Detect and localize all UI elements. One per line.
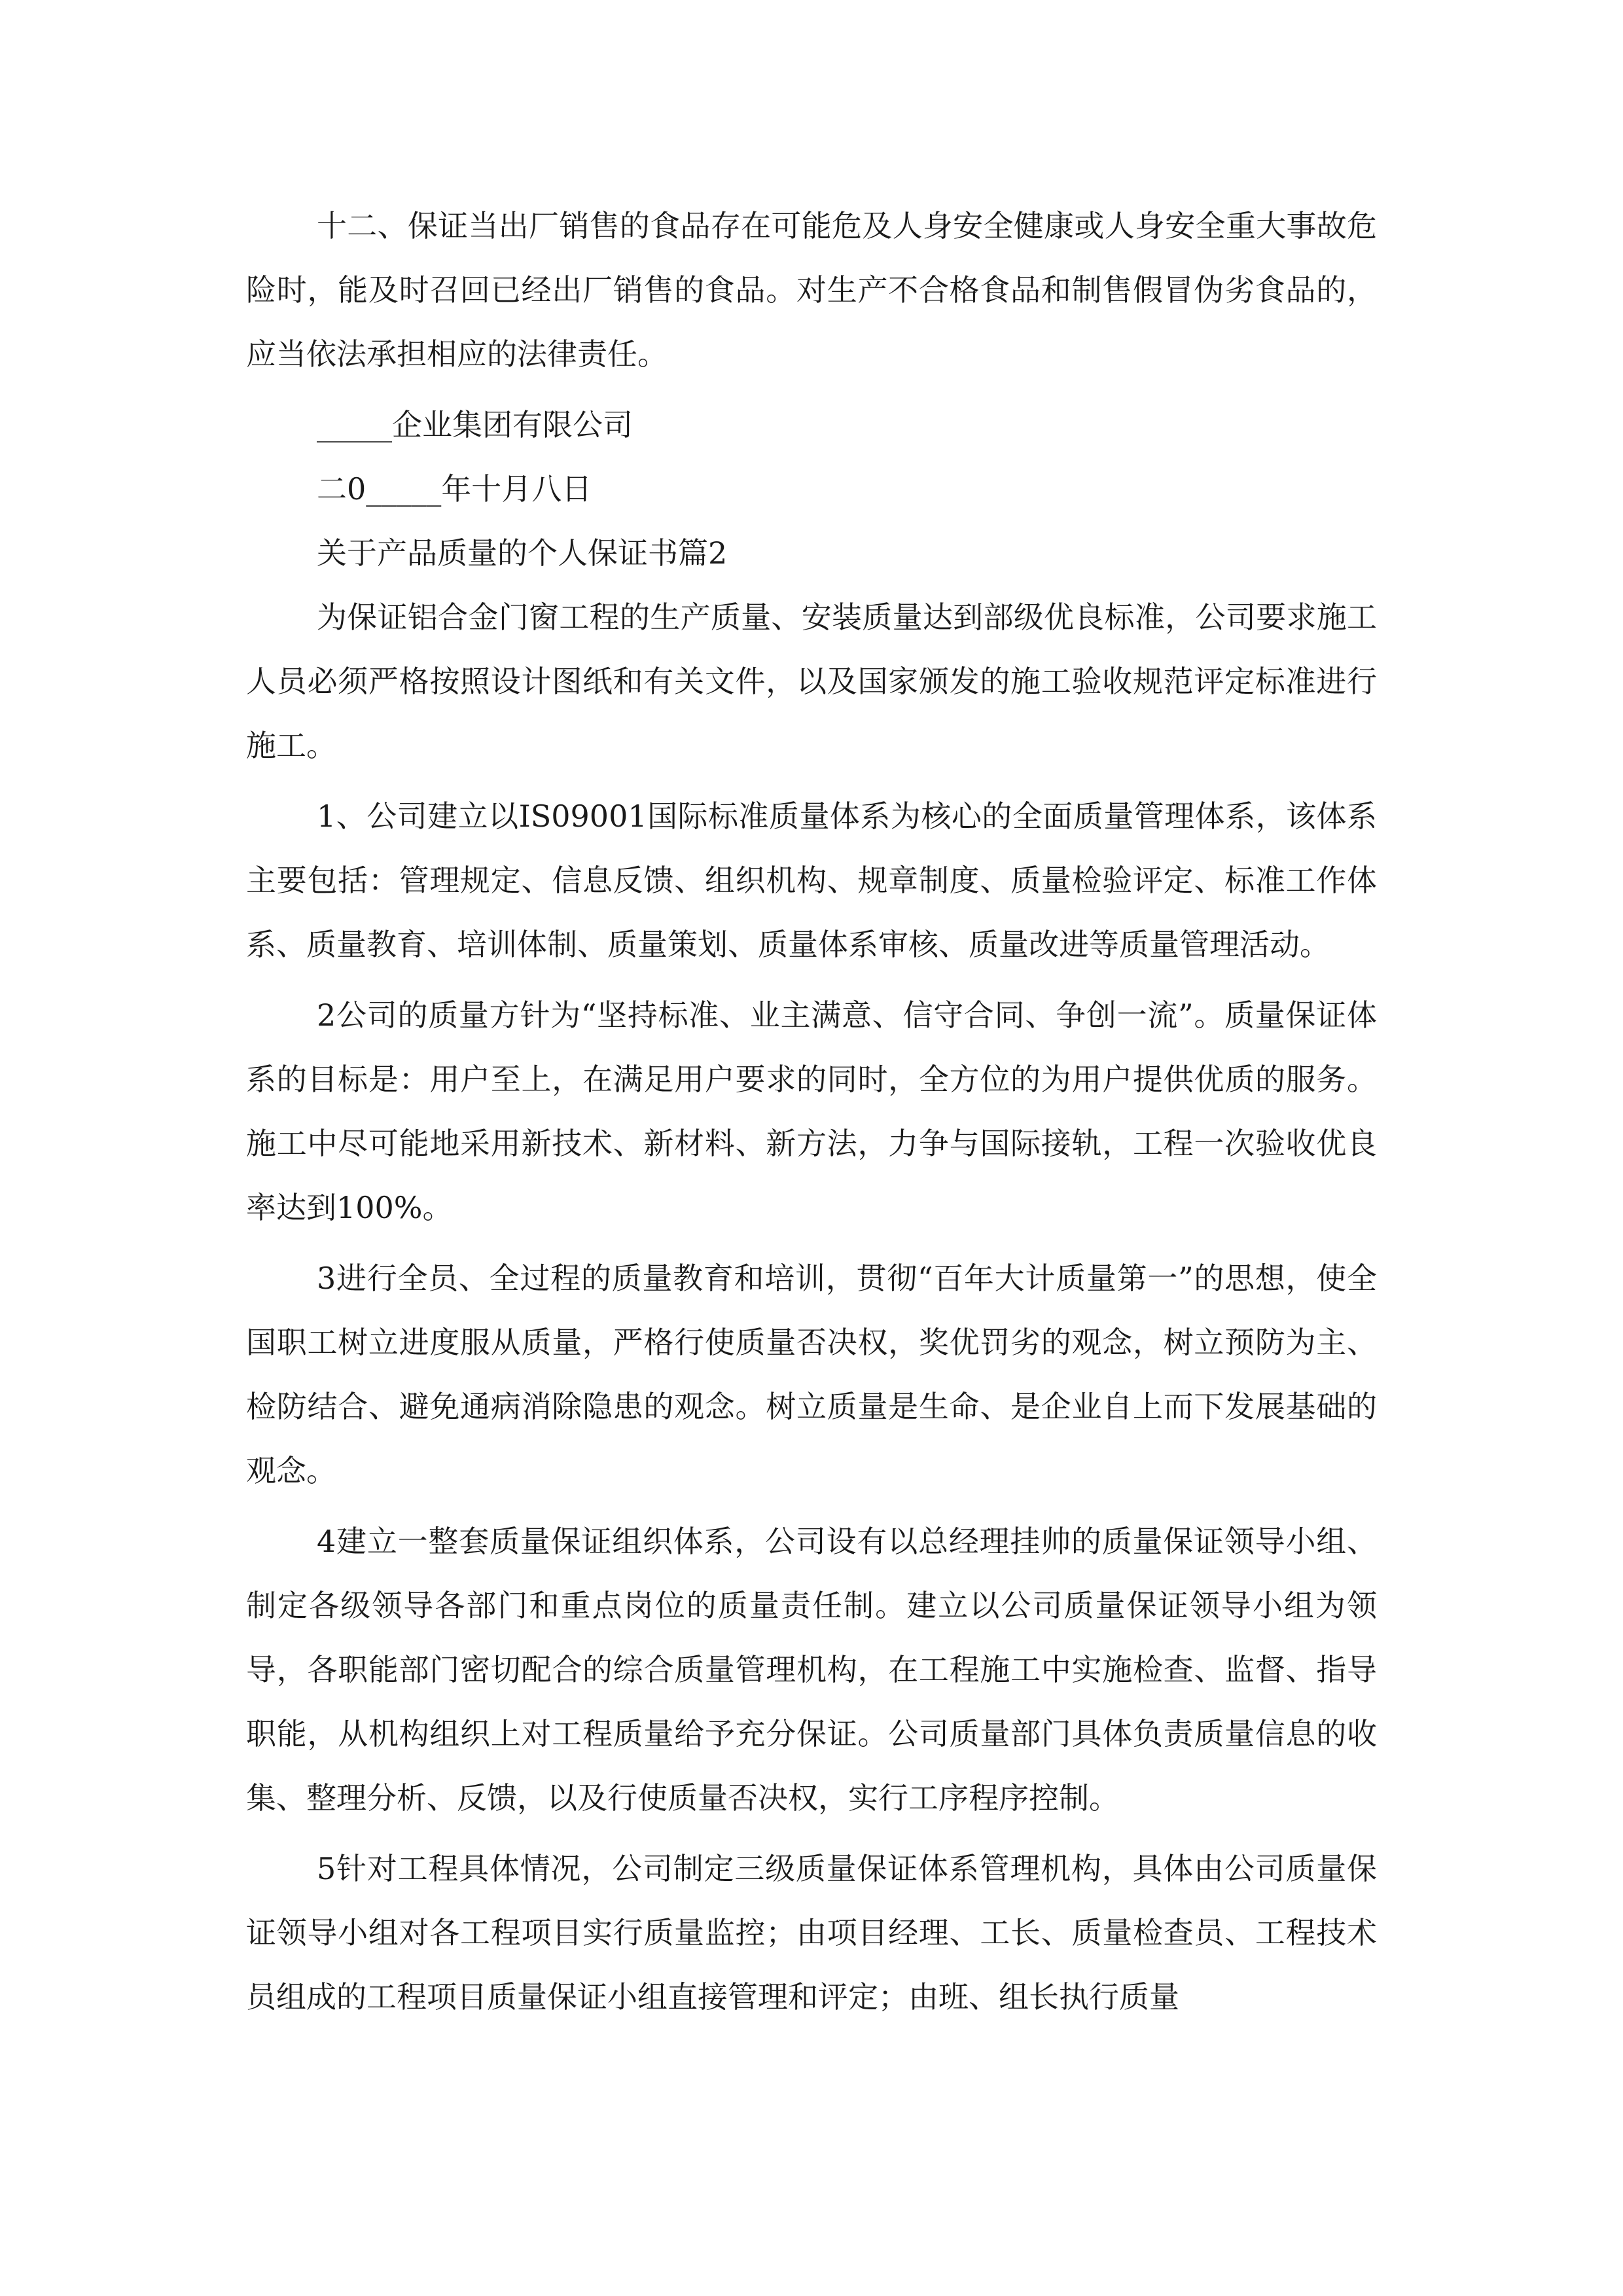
- company-name-line: _____企业集团有限公司: [317, 407, 633, 442]
- paragraph-item-5: 5针对工程具体情况，公司制定三级质量保证体系管理机构，具体由公司质量保证领导小组对各工程项目实行质量监控；由项目经理、工长、质量检查员、工程技术员组成的工程项目质量保证小组直接管理和评定；由班、组长执行质量: [246, 1851, 1377, 2015]
- section-title: 关于产品质量的个人保证书篇2: [317, 535, 728, 571]
- paragraph-item-1: 1、公司建立以IS09001国际标准质量体系为核心的全面质量管理体系，该体系主要包括：管理规定、信息反馈、组织机构、规章制度、质量检验评定、标准工作体系、质量教育、培训体制、质量策划、质量体系审核、质量改进等质量管理活动。: [246, 798, 1377, 962]
- paragraph-intro: 为保证铝合金门窗工程的生产质量、安装质量达到部级优良标准，公司要求施工人员必须严格按照设计图纸和有关文件，以及国家颁发的施工验收规范评定标准进行施工。: [246, 600, 1377, 763]
- paragraph-item-3: 3进行全员、全过程的质量教育和培训，贯彻“百年大计质量第一”的思想，使全国职工树立进度服从质量，严格行使质量否决权，奖优罚劣的观念，树立预防为主、检防结合、避免通病消除隐患的观念。树立质量是生命、是企业自上而下发展基础的观念。: [246, 1261, 1377, 1488]
- paragraph-guarantee-12: 十二、保证当出厂销售的食品存在可能危及人身安全健康或人身安全重大事故危险时，能及时召回已经出厂销售的食品。对生产不合格食品和制售假冒伪劣食品的，应当依法承担相应的法律责任。: [246, 208, 1377, 372]
- document-page: [246, 194, 1377, 2036]
- paragraph-item-4: 4建立一整套质量保证组织体系，公司设有以总经理挂帅的质量保证领导小组、制定各级领导各部门和重点岗位的质量责任制。建立以公司质量保证领导小组为领导，各职能部门密切配合的综合质量管理机构，在工程施工中实施检查、监督、指导职能，从机构组织上对工程质量给予充分保证。公司质量部门具体负责质量信息的收集、整理分析、反馈，以及行使质量否决权，实行工序程序控制。: [246, 1524, 1377, 1816]
- date-line: 二0_____年十月八日: [317, 471, 592, 507]
- paragraph-item-2: 2公司的质量方针为“坚持标准、业主满意、信守合同、争创一流”。质量保证体系的目标是：用户至上，在满足用户要求的同时，全方位的为用户提供优质的服务。施工中尽可能地采用新技术、新材料、新方法，力争与国际接轨，工程一次验收优良率达到100%。: [246, 997, 1377, 1225]
